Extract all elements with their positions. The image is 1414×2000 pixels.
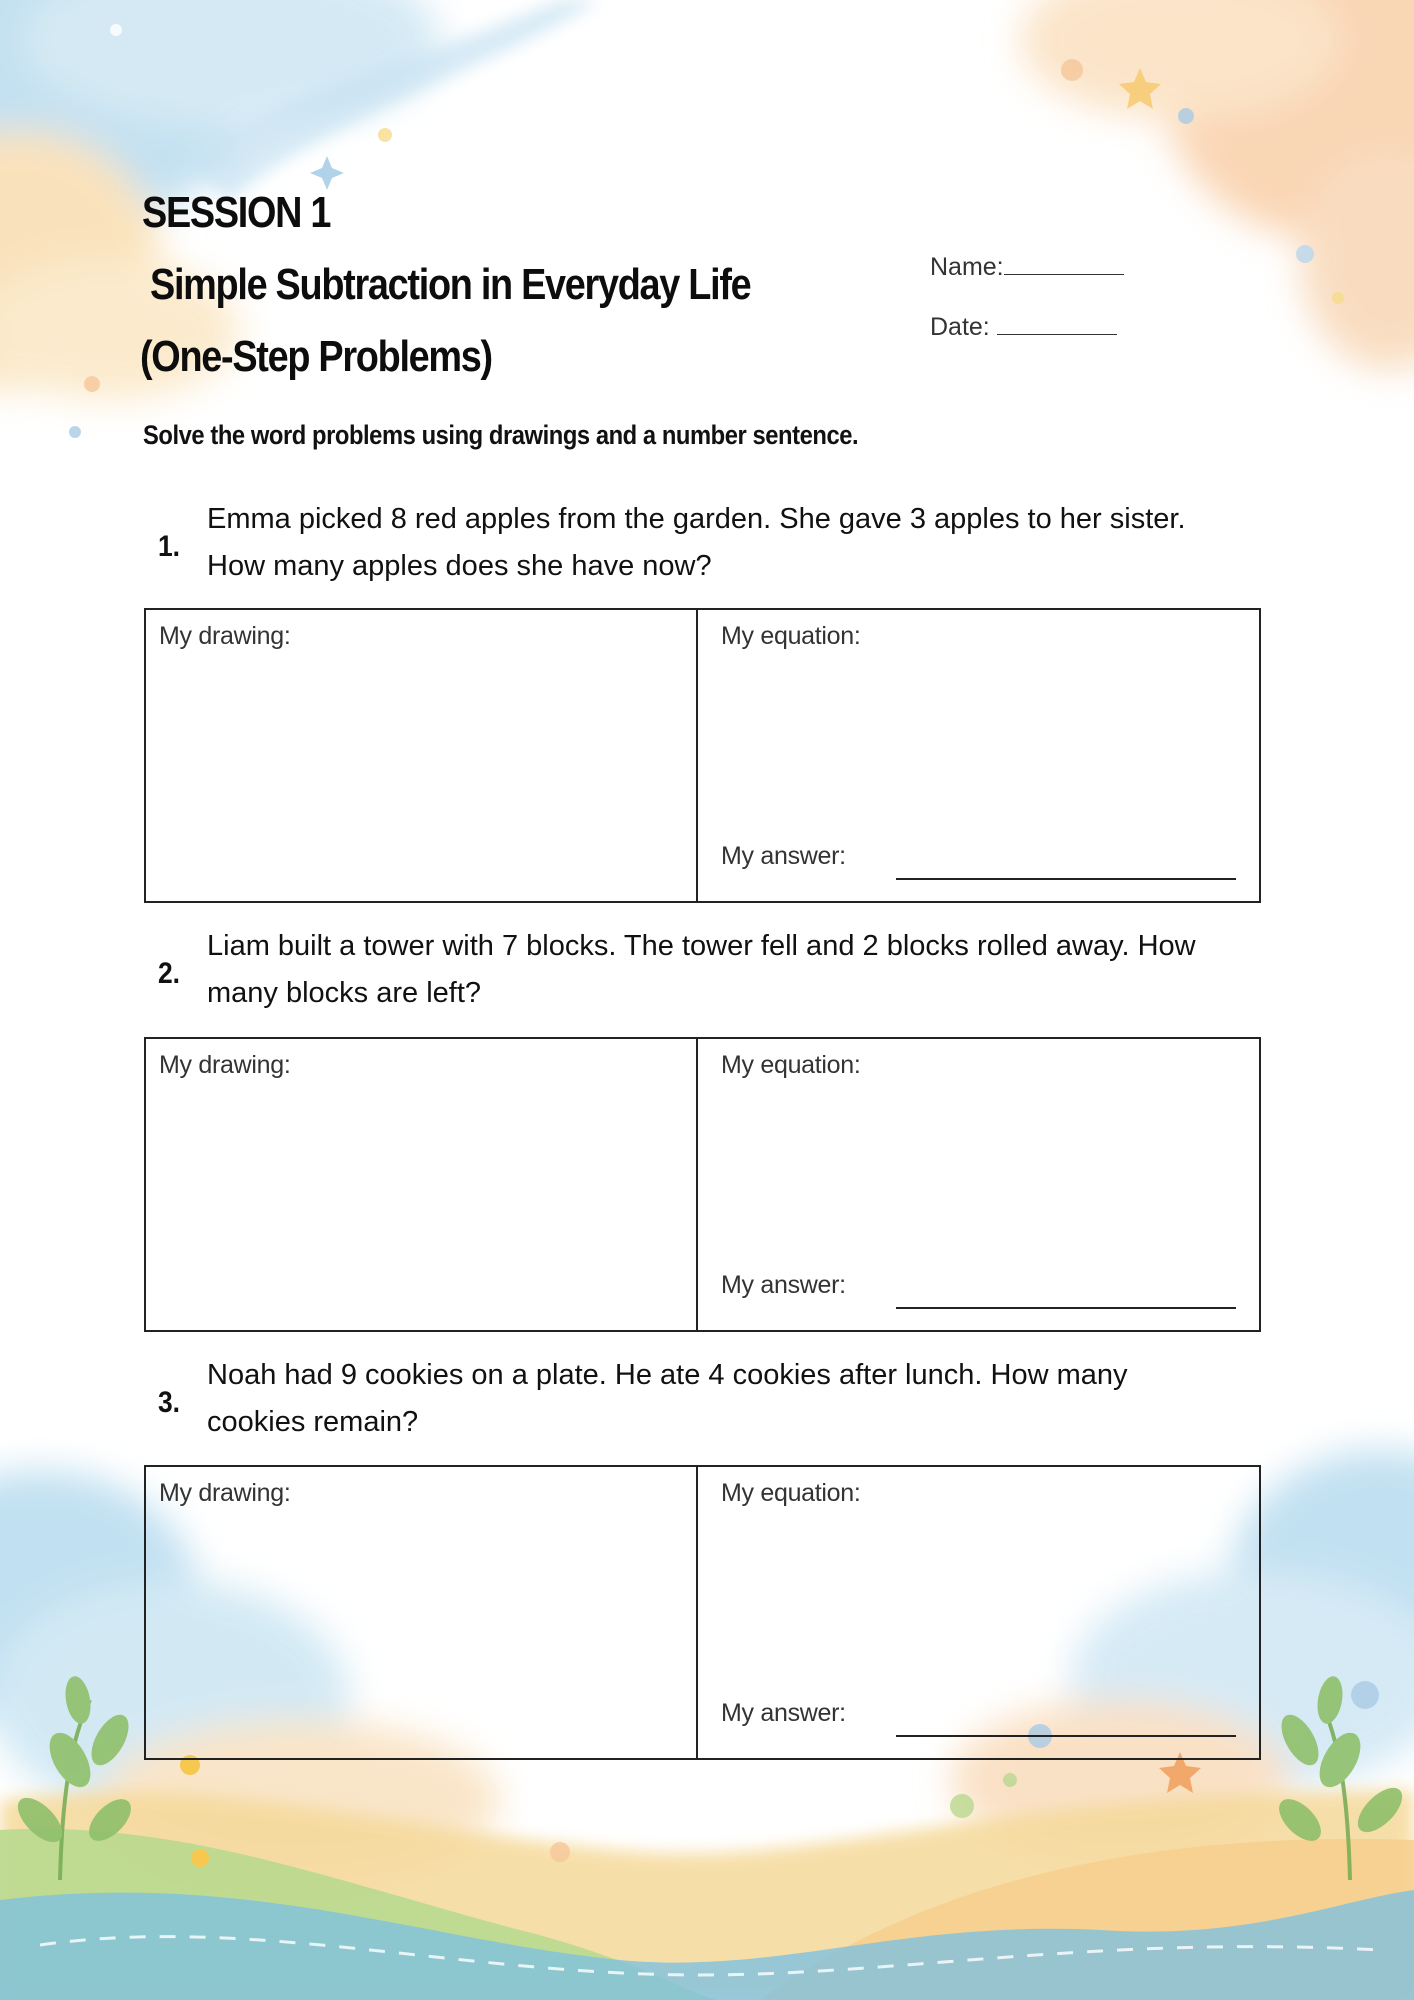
date-field[interactable] [930,313,1117,342]
problem-line: many blocks are left? [207,977,482,1009]
box-divider [696,610,698,901]
name-blank-line [1004,254,1124,275]
equation-area-label: My equation: [721,1479,861,1507]
drawing-area-label: My drawing: [159,1479,291,1507]
date-label: Date: [930,313,990,341]
answer-label: My answer: [721,1271,846,1299]
problem-line: Noah had 9 cookies on a plate. He ate 4 cookies after lunch. How many [207,1359,1128,1391]
box-divider [696,1039,698,1330]
box-divider [696,1467,698,1758]
answer-box [144,1037,1261,1332]
problem-number: 3. [158,1386,181,1419]
problem-number: 2. [158,957,181,990]
drawing-area-label: My drawing: [159,622,291,650]
answer-line[interactable] [896,1307,1236,1309]
worksheet-subtitle: (One-Step Problems) [140,332,492,381]
answer-label: My answer: [721,1699,846,1727]
problem-line: Emma picked 8 red apples from the garden. She gave 3 apples to her sister. [207,503,1186,535]
answer-box [144,1465,1261,1760]
equation-area-label: My equation: [721,622,861,650]
problem-line: cookies remain? [207,1406,419,1438]
problem-line: Liam built a tower with 7 blocks. The tower fell and 2 blocks rolled away. How [207,930,1196,962]
worksheet-title: Simple Subtraction in Everyday Life [150,260,751,309]
instructions: Solve the word problems using drawings and a number sentence. [143,420,859,450]
problem-text [207,496,1267,590]
drawing-area-label: My drawing: [159,1051,291,1079]
answer-line[interactable] [896,878,1236,880]
equation-area-label: My equation: [721,1051,861,1079]
answer-box [144,608,1261,903]
date-blank-line [997,314,1117,335]
problem-number: 1. [158,530,181,563]
problem-text [207,1352,1267,1446]
session-heading: SESSION 1 [142,188,331,237]
problem-line: How many apples does she have now? [207,550,712,582]
problem-text [207,923,1267,1017]
name-label: Name: [930,253,1004,281]
answer-line[interactable] [896,1735,1236,1737]
answer-label: My answer: [721,842,846,870]
name-field[interactable] [930,253,1124,282]
